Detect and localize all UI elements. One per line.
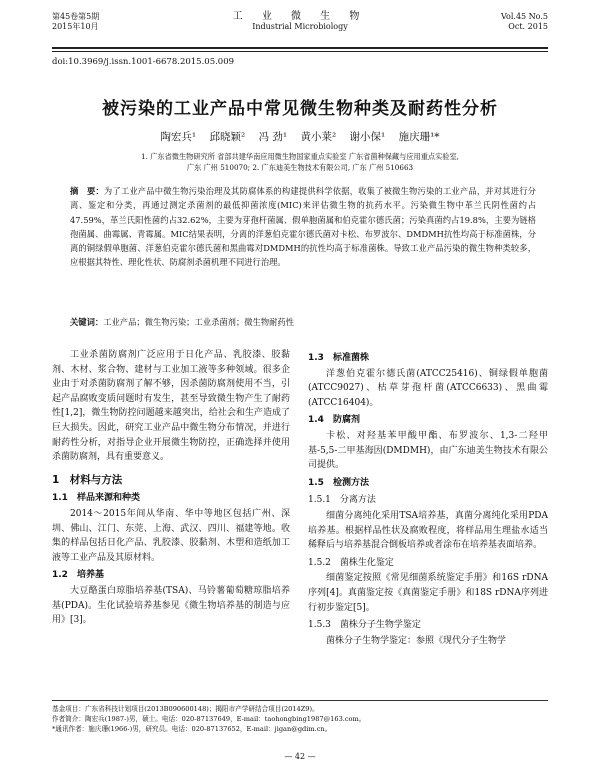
header-rule-thick (52, 47, 548, 49)
subsection-heading: 1.4 防腐剂 (308, 415, 360, 426)
header-right (501, 12, 548, 32)
journal-name-cn: 工 业 微 生 物 (232, 11, 368, 22)
running-header (52, 8, 548, 52)
keywords-label: 关键词： (70, 317, 104, 327)
subsection-heading: 1.1 样品来源和种类 (52, 493, 140, 504)
subsection-heading: 1.3 标准菌株 (308, 353, 369, 363)
doi: doi:10.3969/j.issn.1001-6678.2015.05.009 (52, 57, 235, 67)
keywords (70, 316, 536, 328)
header-date-en: Oct. 2015 (508, 22, 548, 31)
author-name: 冯 劲¹ (258, 131, 288, 143)
subsection-heading: 1.5 检测方法 (308, 477, 369, 488)
subsubsection-heading: 1.5.2 菌株生化鉴定 (308, 557, 394, 568)
author-name: 邱晓颖² (209, 131, 246, 143)
body-paragraph: 菌株分子生物学鉴定：参照《现代分子生物学 (326, 635, 507, 646)
author-name: 黄小莱² (300, 131, 337, 143)
article-title: 被污染的工业产品中常见微生物种类及耐药性分析 (102, 99, 498, 119)
body-paragraph: 2014～2015年间从华南、华中等地区包括广州、深圳、佛山、江门、东莞、上海、武汉、四川、福建等地。收集的样品包括日化产品、乳胶漆、胶黏剂、木塑和造纸加工液等工业产品及其原材料。 (52, 508, 290, 563)
abstract-text: 为了工业产品中微生物污染治理及其防腐体系的构建提供科学依据，收集了被微生物污染的工业产品，并对其进行分离、鉴定和分类，再通过测定杀菌剂的最低抑菌浓度(MIC)来评估微生物的抗药水平。污染微生物中革兰氏阴性菌约占47.59%，革兰氏阳性菌约占32.62%，主要为芽孢杆菌属、假单胞菌属和伯克霍尔德氏菌；污染真菌约占19.8%，主要为链格孢菌属、曲霉属、青霉属。MIC结果表明，分离的洋葱伯克霍尔德氏菌对卡松、布罗波尔、DMDMH抗性均高于标准菌株，分离的铜绿假单胞菌、洋葱伯克霍尔德氏菌和黑曲霉对DMDMH的抗性均高于标准菌株。导致工业产品污染的微生物种类较多，应根据其特性、理化性状、防腐剂杀菌机理不同进行治理。 (70, 186, 536, 268)
page-number: — 42 — (284, 752, 316, 761)
footnotes (52, 700, 548, 734)
right-column (308, 348, 548, 648)
affiliations (60, 151, 540, 173)
keywords-text: 工业产品；微生物污染；工业杀菌剂；微生物耐药性 (103, 317, 295, 327)
footnote-corresponding: *通讯作者：施庆珊(1966-)男，研究员。电话：020-87137652，E-mail：jigan@gdim.cn。 (52, 725, 332, 733)
body-paragraph: 大豆酪蛋白琼脂培养基(TSA)、马铃薯葡萄糖琼脂培养基(PDA)。生化试验培养基参见《微生物培养基的制造与应用》[3]。 (52, 585, 290, 626)
subsubsection-heading: 1.5.1 分离方法 (308, 495, 376, 506)
section-heading: 1 材料与方法 (52, 473, 123, 486)
footnote-author: 作者简介：陶宏兵(1987-)男，硕士。电话：020-87137649，E-mail：taohongbing1987@163.com。 (52, 715, 366, 723)
body-paragraph: 细菌分离纯化采用TSA培养基，真菌分离纯化采用PDA培养基。根据样品性状及腐败程度，将样品用生理盐水适当稀释后与培养基混合倒板培养或者涂布在培养基表面培养。 (308, 510, 548, 551)
intro-paragraph: 工业杀菌防腐剂广泛应用于日化产品、乳胶漆、胶黏剂、木材、浆合物、建材与工业加工液等多种领域。很多企业由于对杀菌防腐剂了解不够，因杀菌防腐剂使用不当，引起产品腐败变质问题时有发生，甚至导致微生物产生了耐药性[1,2]，微生物防控问题越来越突出，给社会和生产造成了巨大损失。因此，研究工业产品中微生物分布情况，并进行耐药性分析，对指导企业开展微生物防控，正确选择并使用杀菌防腐剂，具有重要意义。 (52, 350, 290, 463)
abstract (70, 184, 536, 270)
subsection-heading: 1.2 培养基 (52, 570, 104, 581)
author-name: 谢小保¹ (349, 131, 386, 143)
author-list (52, 129, 548, 144)
header-date-cn: 2015年10月 (52, 22, 99, 31)
body-paragraph: 洋葱伯克霍尔德氏菌(ATCC25416)、铜绿假单胞菌(ATCC9027)、枯草芽孢杆菌(ATCC6633)、黑曲霉(ATCC16404)。 (308, 368, 548, 408)
author-name: 施庆珊¹* (398, 131, 440, 143)
abstract-label: 摘 要： (70, 186, 104, 196)
body-paragraph: 细菌鉴定按照《常见细菌系统鉴定手册》和16S rDNA序列[4]。真菌鉴定按《真菌鉴定手册》和18S rDNA序列进行初步鉴定[5]。 (308, 573, 548, 613)
body-paragraph: 卡松、对羟基苯甲酸甲酯、布罗波尔、1,3-二羟甲基-5,5-二甲基海因(DMDMH)，由广东迪美生物技术有限公司提供。 (308, 430, 548, 471)
left-column (52, 348, 290, 628)
journal-name-en: Industrial Microbiology (252, 22, 348, 31)
footnote-funding: 基金项目：广东省科技计划项目(2013B090600148)；揭阳市产学研结合项目(2014Z9)。 (52, 705, 319, 713)
affiliation-line: 广东 广州 510070; 2. 广东迪美生物技术有限公司, 广东 广州 510663 (186, 163, 414, 172)
header-rule-thin (52, 51, 548, 52)
affiliation-line: 1. 广东省微生物研究所 省部共建华南应用微生物国家重点实验室 广东省菌种保藏与应用重点实验室, (141, 152, 459, 161)
header-center (52, 12, 548, 32)
subsubsection-heading: 1.5.3 菌株分子生物学鉴定 (308, 620, 421, 631)
header-volume-cn: 第45卷第5期 (52, 12, 100, 21)
author-name: 陶宏兵¹ (160, 131, 197, 143)
header-volume-en: Vol.45 No.5 (501, 12, 548, 21)
